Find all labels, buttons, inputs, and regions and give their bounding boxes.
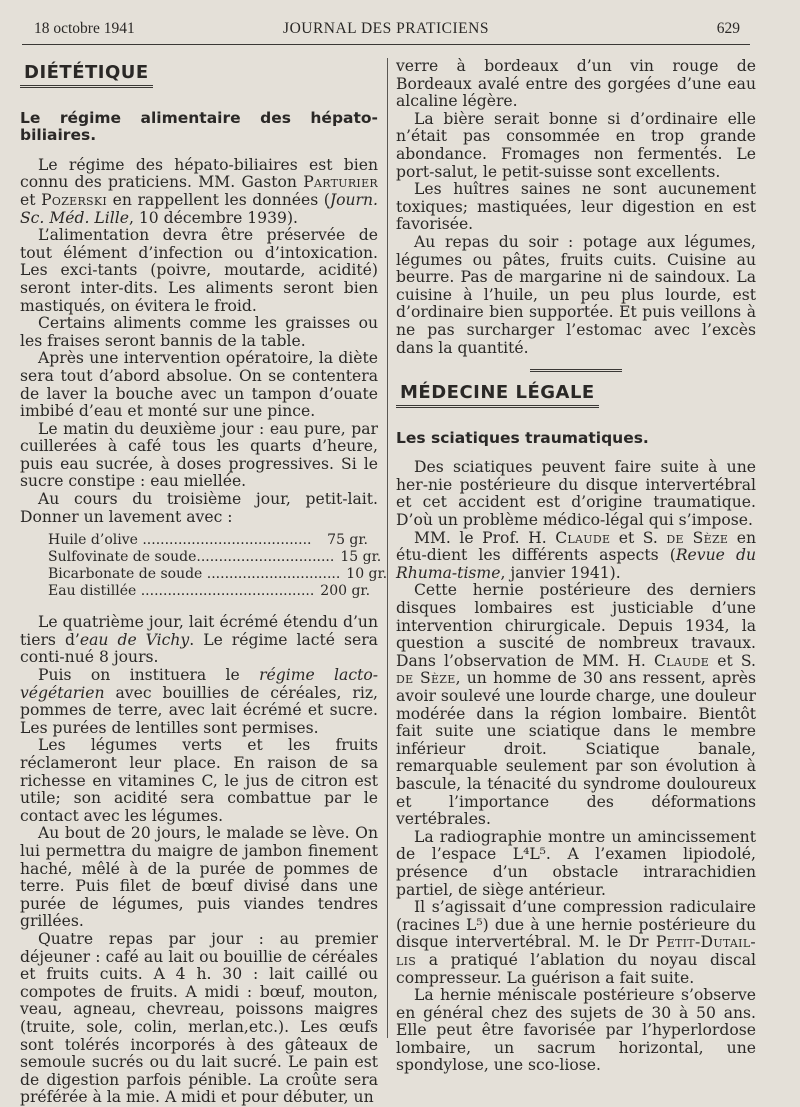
paragraph: Puis on instituera le régime lacto-végétarien avec bouillies de céréales, riz, pommes de terre, avec lait écrémé et sucre. Les purées de lentilles sont permises. xyxy=(20,666,378,737)
header-date: 18 octobre 1941 xyxy=(34,20,135,37)
ingredient-list xyxy=(48,532,388,600)
paragraph: Après une intervention opératoire, la diète sera tout d’abord absolue. On se contentera de laver la bouche avec un tampon d’ouate imbibé d’eau et monté sur une pince. xyxy=(20,349,378,421)
paragraph: verre à bordeaux d’un vin rouge de Bordeaux avalé entre des gorgées d’une eau alcaline légère. xyxy=(396,57,756,111)
author-name: de Sèze xyxy=(666,528,729,547)
paragraph: L’alimentation devra être préservée de tout élément d’infection ou d’intoxication. Les exci-tants (poivre, moutarde, acidité) seront inter-dits. Les aliments seront bien mastiqués, on évitera le froid. xyxy=(20,226,378,315)
paragraph: Au bout de 20 jours, le malade se lève. On lui permettra du maigre de jambon finement haché, mêlé à de la purée de pommes de terre. Puis filet de bœuf divisé dans une purée de légumes, puis viandes tendres grillées. xyxy=(20,824,378,931)
header-rule xyxy=(22,44,750,45)
ingredient-row: Eau distillée ....................................... 200 gr. xyxy=(48,583,371,600)
paragraph: Le régime des hépato-biliaires est bien connu des praticiens. MM. Gaston Parturier et Pozerski en rappellent les données (Journ. Sc. Méd. Lille, 10 décembre 1939). xyxy=(20,155,379,227)
column-divider xyxy=(387,58,388,1038)
paragraph: Au cours du troisième jour, petit-lait. Donner un lavement avec : xyxy=(20,490,378,526)
header-page-number: 629 xyxy=(716,20,740,37)
paragraph: Certains aliments comme les graisses ou les fraises seront bannis de la table. xyxy=(20,314,378,350)
left-column xyxy=(20,58,388,1107)
ingredient-row: Sulfovinate de soude............................... 15 gr. xyxy=(48,549,382,566)
author-name: Petit-Dutail-lis xyxy=(396,933,756,969)
article-title-sciatiques: Les sciatiques traumatiques. xyxy=(396,428,649,447)
author-name: Pozerski xyxy=(41,190,108,209)
paragraph: La hernie méniscale postérieure s’observe en général chez des sujets de 30 à 50 ans. Elle peut être favorisée par l’hyperlordose lombaire, un sacrum horizontal, une spondylose, une sco-liose. xyxy=(396,986,756,1075)
paragraph: La radiographie montre un amincissement de l’espace L⁴L⁵. A l’examen lipiodolé, présence d’un obstacle intrarachidien partiel, de siège antérieur. xyxy=(396,827,756,899)
paragraph: Des sciatiques peuvent faire suite à une her-nie postérieure du disque intervertébral et cet accident est d’origine traumatique. D’où un problème médico-légal qui s’impose. xyxy=(396,458,756,530)
reference: Revue du Rhuma-tisme xyxy=(396,546,756,582)
section-rubric-medecine-legale: MÉDECINE LÉGALE xyxy=(396,384,756,402)
author-name: Parturier xyxy=(303,173,378,192)
author-name: Claude xyxy=(654,651,710,670)
paragraph: MM. le Prof. H. Claude et S. de Sèze en étu-dient les différents aspects (Revue du Rhuma-tisme, janvier 1941). xyxy=(396,528,757,582)
section-rubric-dietetique: DIÉTÉTIQUE xyxy=(20,64,378,82)
paragraph: Les huîtres saines ne sont aucunement toxiques; mastiquées, leur digestion en est favorisée. xyxy=(396,180,756,234)
article-title-hepato: Le régime alimentaire des hépato-biliaires. xyxy=(20,108,378,145)
paragraph: Il s’agissait d’une compression radiculaire (racines L⁵) due à une hernie postérieure du disque intervertébral. M. le Dr Petit-Dutail-lis a pratiqué l’ablation du noyau discal compresseur. La guérison a fait suite. xyxy=(396,898,756,987)
ingredient-row: Huile d’olive ...................................... 75 gr. xyxy=(48,532,368,549)
paragraph: Le quatrième jour, lait écrémé étendu d’un tiers d’eau de Vichy. Le régime lacté sera conti-nué 8 jours. xyxy=(20,613,378,667)
author-name: Claude xyxy=(555,528,611,547)
paragraph: Quatre repas par jour : au premier déjeuner : café au lait ou bouillie de céréales et fruits cuits. A 4 h. 30 : lait caillé ou compotes de fruits. A midi : bœuf, mouton, veau, agneau, chevreau, poissons maigres (truite, sole, colin, merlan,etc.). Les œufs sont tolérés incorporés à des gâteaux de semoule sucrés ou du lait sucré. Le pain est de digestion parfois pénible. La croûte sera préférée à la mie. A midi et pour débuter, un xyxy=(20,929,378,1107)
header-journal-title: JOURNAL DES PRATICIENS xyxy=(283,20,489,37)
section-separator xyxy=(530,369,622,372)
paragraph: Les légumes verts et les fruits réclameront leur place. En raison de sa richesse en vitamines C, le jus de citron est utile; son acidité sera combattue par le contact avec les légumes. xyxy=(20,736,378,825)
author-name: de Sèze xyxy=(396,669,456,688)
right-column xyxy=(396,58,756,1075)
ingredient-row: Bicarbonate de soude .............................. 10 gr. xyxy=(48,566,388,583)
paragraph: Le matin du deuxième jour : eau pure, par cuillerées à café tous les quarts d’heure, puis eau sucrée, à doses progressives. Si le sucre constipe : eau miellée. xyxy=(20,419,378,491)
running-header xyxy=(22,16,750,40)
paragraph: Cette hernie postérieure des derniers disques lombaires est justiciable d’une intervention chirurgicale. Depuis 1934, la question a suscité de nombreux travaux. Dans l’observation de MM. H. Claude et S. de Sèze, un homme de 30 ans ressent, après avoir soulevé une lourde charge, une douleur modérée dans la région lombaire. Bientôt fait suite une sciatique dans le membre inférieur droit. Sciatique banale, remarquable seulement par son évolution à bascule, la ténacité du syndrome douloureux et l’importance des déformations vertébrales. xyxy=(396,581,757,829)
reference: Journ. Sc. Méd. Lille xyxy=(20,190,379,227)
paragraph: La bière serait bonne si d’ordinaire elle n’était pas consommée en trop grande abondance. Fromages non fermentés. Le port-salut, le petit-suisse sont excellents. xyxy=(396,109,756,181)
paragraph: Au repas du soir : potage aux légumes, légumes ou pâtes, fruits cuits. Cuisine au beurre. Pas de margarine ni de saindoux. La cuisine à l’huile, un peu plus lourde, est d’ordinaire bien supportée. Et puis veillons à ne pas surcharger l’estomac avec l’excès dans la quantité. xyxy=(396,232,756,357)
